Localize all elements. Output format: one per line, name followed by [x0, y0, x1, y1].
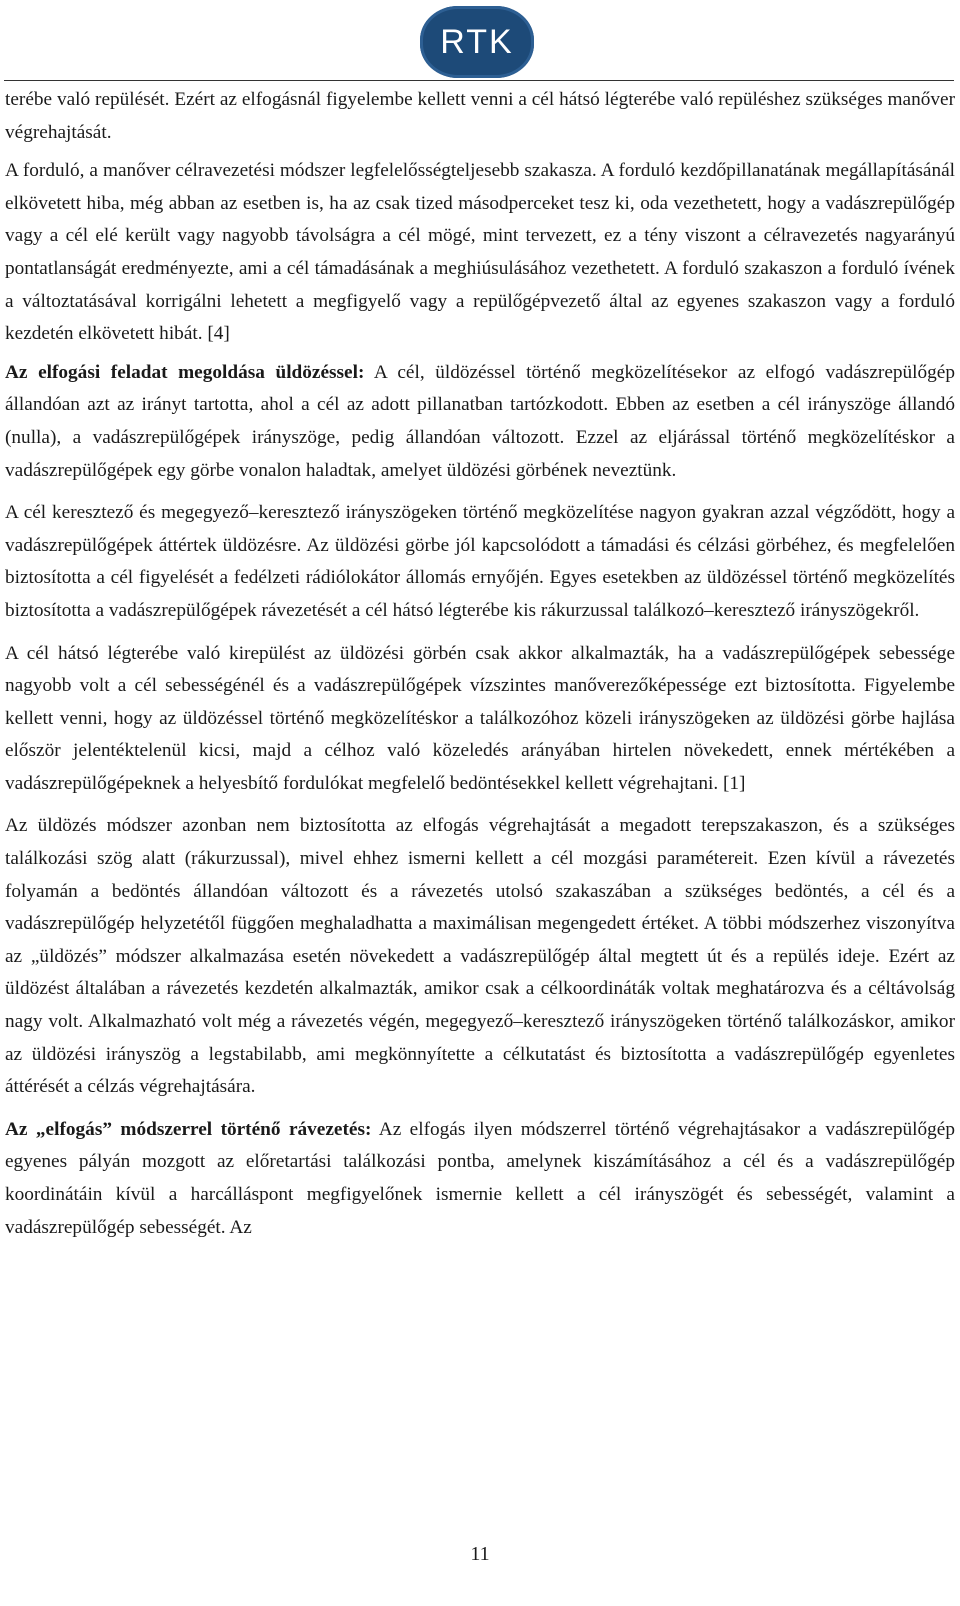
paragraph-6: [5, 810, 955, 1103]
paragraph-3-lead: Az elfogási feladat megoldása üldözéssel:: [5, 361, 365, 383]
rtk-logo: [420, 6, 534, 78]
document-body: [5, 84, 955, 1244]
paragraph-7: [5, 1114, 955, 1244]
paragraph-7-text: Az elfogás ilyen módszerrel történő végrehajtásakor a vadászrepülőgép egyenes pályán mozgott az előretartási találkozási pontba, amelynek kiszámításához a cél és a vadászrepülőgép koordinátáin kívül a harcálláspont megfigyelőnek ismernie kellett a cél irányszögét és sebességét, valamint a vadászrepülőgép sebességét. Az: [5, 1118, 955, 1238]
paragraph-1: [5, 84, 955, 149]
paragraph-5-text: A cél hátsó légterébe való kirepülést az üldözési görbén csak akkor alkalmazták, ha a vadászrepülőgépek sebessége nagyobb volt a cél sebességénél és a vadászrepülőgépek vízszintes manőverezőképessége ezt biztosította. Figyelembe kellett venni, hogy az üldözéssel történő megközelítéskor a találkozóhoz közeli irányszögeken az üldözési görbe hajlása először jelentéktelenül kicsi, majd a célhoz való közeledés arányában hirtelen növekedett, ennek mértékében a vadászrepülőgépeknek a helyesbítő fordulókat megfelelő bedöntésekkel kellett végrehajtani. [1]: [5, 642, 955, 794]
paragraph-1-text: terébe való repülését. Ezért az elfogásnál figyelembe kellett venni a cél hátsó légterébe való repüléshez szükséges manőver végrehajtását.: [5, 89, 955, 143]
paragraph-3: [5, 357, 955, 487]
header-divider: [4, 80, 954, 81]
paragraph-4: [5, 497, 955, 627]
paragraph-7-lead: Az „elfogás” módszerrel történő rávezetés:: [5, 1118, 372, 1140]
paragraph-4-text: A cél keresztező és megegyező–keresztező irányszögeken történő megközelítése nagyon gyakran azzal végződött, hogy a vadászrepülőgépek áttértek üldözésre. Az üldözési görbe jól kapcsolódott a támadási és célzási görbéhez, és megfelelően biztosította a cél figyelését a fedélzeti rádiólokátor állomás ernyőjén. Egyes esetekben az üldözéssel történő megközelítés biztosította a vadászrepülőgépek rávezetését a cél hátsó légterébe kis rákurzussal találkozó–keresztező irányszögekről.: [5, 502, 955, 621]
paragraph-2: [5, 155, 955, 351]
page-number: 11: [470, 1543, 490, 1565]
paragraph-3-text: A cél, üldözéssel történő megközelítésekor az elfogó vadászrepülőgép állandóan azt az irányt tartotta, ahol a cél az adott pillanatban tartózkodott. Ebben az esetben a cél irányszöge állandó (nulla), a vadászrepülőgépek irányszöge, pedig állandóan változott. Ezzel az eljárással történő megközelítéskor a vadászrepülőgépek egy görbe vonalon haladtak, amelyet üldözési görbének neveztünk.: [5, 361, 955, 481]
paragraph-6-text: Az üldözés módszer azonban nem biztosította az elfogás végrehajtását a megadott terepszakaszon, és a szükséges találkozási szög alatt (rákurzussal), mivel ehhez ismerni kellett a cél mozgási paramétereit. Ezen kívül a rávezetés folyamán a bedöntés állandóan változott és a rávezetés utolsó szakaszában a szükséges bedöntés, a cél és a vadászrepülőgép helyzetétől függően meghaladhatta a maximálisan megengedett értéket. A többi módszerhez viszonyítva az „üldözés” módszer alkalmazása esetén növekedett a vadászrepülőgép által megtett út és a repülés ideje. Ezért az üldözést általában a rávezetés kezdetén alkalmazták, amikor csak a célkoordináták voltak meghatározva és a céltávolság nagy volt. Alkalmazható volt még a rávezetés végén, megegyező–keresztező irányszögeken történő találkozáskor, amikor az üldözési irányszög a legstabilabb, ami megkönnyítette a célkutatást és biztosította a vadászrepülőgép egyenletes áttérését a célzás végrehajtására.: [5, 815, 955, 1098]
paragraph-5: [5, 638, 955, 801]
paragraph-2-text: A forduló, a manőver célravezetési módszer legfelelősségteljesebb szakasza. A forduló kezdőpillanatának megállapításánál elkövetett hiba, még abban az esetben is, ha az csak tized másodperceket tesz ki, oda vezethetett, hogy a vadászrepülőgép vagy a cél elé került vagy nagyobb távolságra a cél mögé, mint tervezett, ez a tény viszont a célravezetés nagyarányú pontatlanságát eredményezte, ami a cél támadásának a meghiúsulásához vezethetett. A forduló szakaszon a forduló ívének a változtatásával korrigálni lehetett a megfigyelő vagy a repülőgépvezető által az egyenes szakaszon vagy a forduló kezdetén elkövetett hibát. [4]: [5, 160, 955, 345]
logo-text: RTK: [440, 22, 514, 61]
